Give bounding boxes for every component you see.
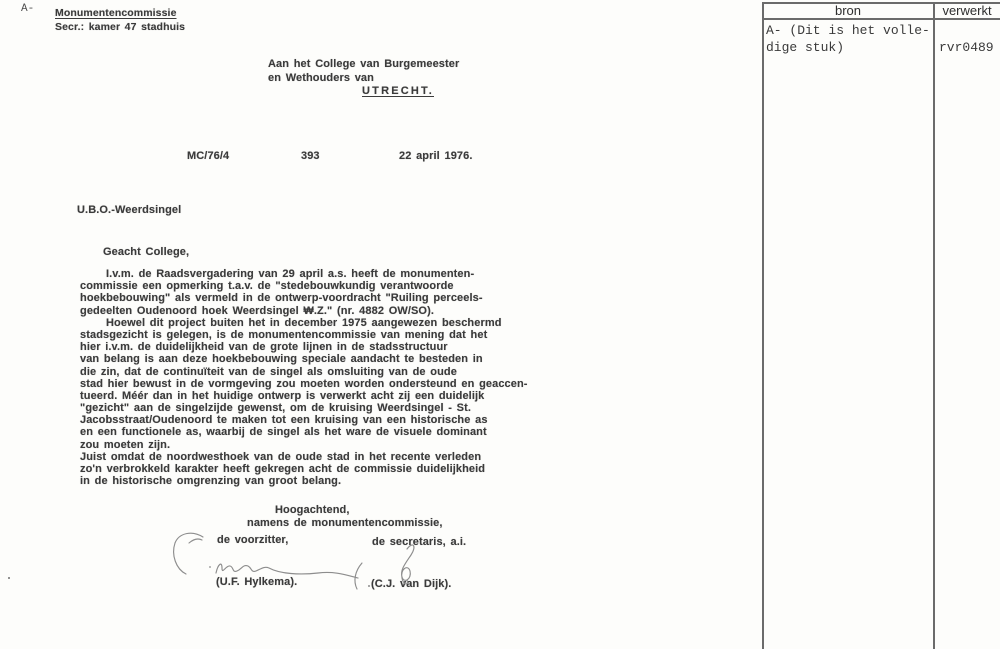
salutation: Geacht College,	[103, 246, 190, 258]
body-line: hoekbebouwing" als vermeld in de ontwerp-voordracht "Ruiling perceels-	[80, 292, 483, 305]
letter-body	[80, 268, 590, 487]
column-header-bron: bron	[834, 3, 862, 18]
body-line: Juist omdat de noordwesthoek van de oude stad in het recente verleden	[80, 450, 482, 463]
corner-annotation: A-	[21, 3, 35, 15]
signatures-graphic	[140, 527, 480, 602]
body-line: van belang is aan deze hoekbebouwing speciale aandacht te besteden in	[80, 353, 483, 366]
valediction: Hoogachtend,	[275, 504, 350, 516]
hylkema-signature	[174, 533, 358, 578]
on-behalf-line: namens de monumentencommissie,	[247, 517, 443, 529]
body-line: zo'n verbrokkeld karakter heeft gekregen acht de commissie duidelijkheid	[80, 463, 486, 475]
body-line: hier i.v.m. de duidelijkheid van de grote lijnen in de stadsstructuur	[80, 341, 448, 354]
body-line: Jacobsstraat/Oudenoord te maken tot een kruising van een historische as	[80, 414, 488, 427]
right-signer-name: (C.J. van Dijk).	[371, 578, 452, 590]
body-line: stad hier bewust in de vormgeving zou moeten worden ondersteund en geaccen-	[80, 377, 528, 390]
body-line: Hoewel dit project buiten het in december 1975 aangewezen beschermd	[106, 316, 502, 329]
left-signer-name: (U.F. Hylkema).	[216, 576, 298, 588]
reference-number: 393	[301, 150, 320, 162]
vandijk-signature	[402, 545, 414, 584]
table-vertical-line-middle	[933, 2, 935, 649]
table-vertical-line-left	[762, 2, 764, 649]
table-header-border	[762, 18, 1000, 20]
reference-code: MC/76/4	[187, 150, 230, 162]
body-line: stadsgezicht is gelegen, is de monumentencommissie van mening dat het	[80, 328, 488, 341]
right-signer-role: de secretaris, a.i.	[372, 536, 467, 548]
body-line: en een functionele as, waarbij de singel als het ware de visuele dominant	[80, 426, 487, 439]
body-line: die zin, dat de continuïteit van de singel als omsluiting van de oude	[80, 365, 457, 378]
subject-line: U.B.O.-Weerdsingel	[77, 204, 182, 216]
body-line: in de historische omgrenzing van groot belang.	[80, 475, 342, 488]
recipient-line2: en Wethouders van	[268, 72, 374, 84]
vandijk-paren-mark	[355, 563, 370, 589]
body-line: zou moeten zijn.	[80, 438, 171, 451]
scan-speck	[8, 577, 10, 579]
recipient-block	[268, 57, 459, 85]
bron-cell-line1: A- (Dit is het volle-	[766, 23, 930, 38]
bron-cell-line2: dige stuk)	[766, 40, 845, 55]
bron-cell	[766, 22, 930, 56]
left-signer-role: de voorzitter,	[217, 534, 289, 546]
column-header-verwerkt: verwerkt	[942, 3, 992, 18]
body-line: "gezicht" aan de singelzijde gewenst, om de kruising Weerdsingel - St.	[80, 402, 472, 415]
body-line: commissie een opmerking t.a.v. de "stedebouwkundig verantwoorde	[80, 280, 454, 293]
letterhead	[55, 7, 185, 33]
letterhead-org: Monumentencommissie	[55, 7, 177, 19]
body-line: gedeelten Oudenoord hoek Weerdsingel ₩.Z." (nr. 4882 OW/SO).	[80, 304, 435, 317]
recipient-line1: Aan het College van Burgemeester	[268, 58, 460, 70]
body-line: I.v.m. de Raadsvergadering van 29 april a.s. heeft de monumenten-	[106, 268, 475, 280]
body-line: tueerd. Méér dan in het huidige ontwerp is verwerkt acht zij een duidelijk	[80, 389, 485, 402]
reference-date: 22 april 1976.	[399, 150, 473, 162]
verwerkt-cell: rvr0489	[939, 40, 994, 55]
letterhead-secretariat: Secr.: kamer 47 stadhuis	[55, 21, 186, 33]
recipient-city: UTRECHT.	[362, 85, 434, 97]
